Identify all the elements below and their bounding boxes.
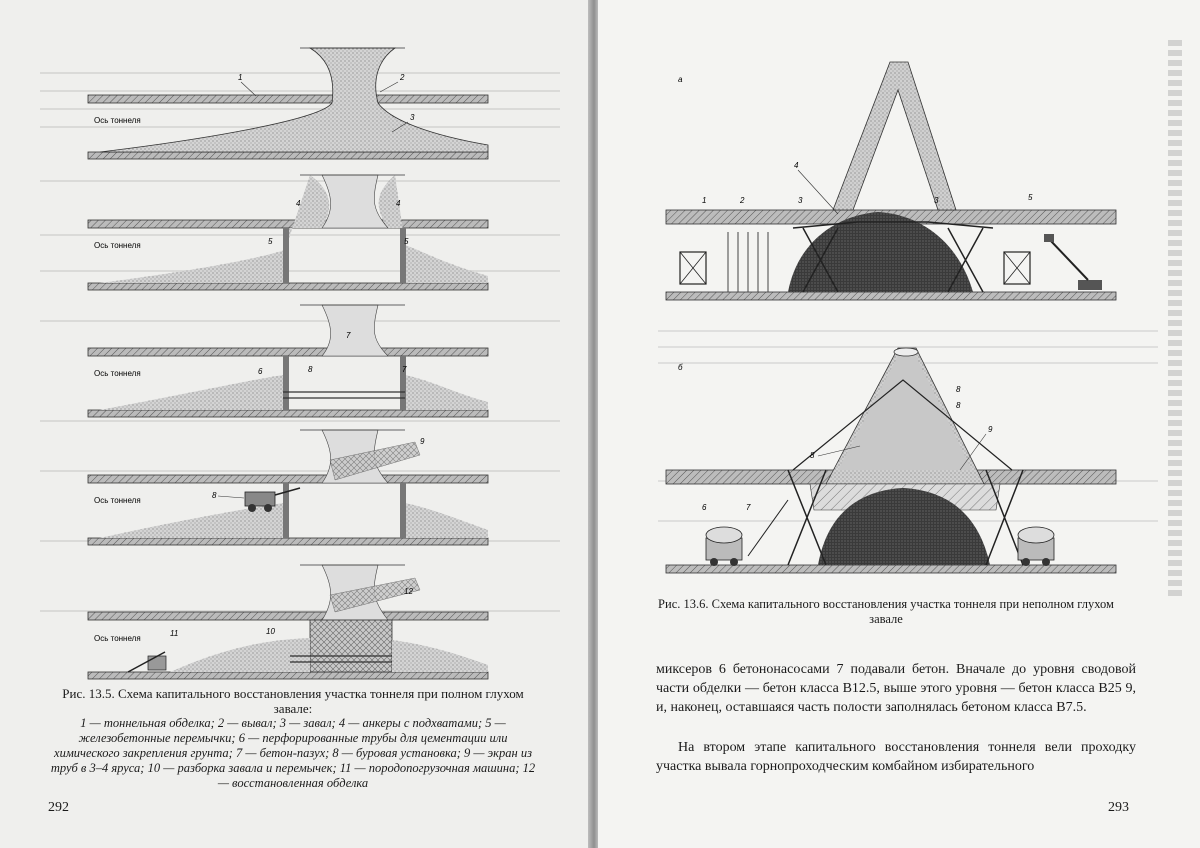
concrete-mixer-left <box>706 527 742 566</box>
callout-b9: 9 <box>988 425 993 434</box>
figure-13-5 <box>0 0 590 690</box>
left-page <box>0 0 590 848</box>
legend-item-12: 12 — восстановленная обделка <box>217 761 536 790</box>
callout-a5: 5 <box>1028 193 1033 202</box>
legend-item-8: 8 — буровая установка; <box>332 746 461 760</box>
callout-5: 5 <box>268 237 273 246</box>
callout-8b: 8 <box>212 491 217 500</box>
callout-a1: 1 <box>702 196 707 205</box>
stage-1 <box>88 48 488 159</box>
callout-b8: 8 <box>956 385 961 394</box>
callout-4b: 4 <box>396 199 401 208</box>
legend-item-9: 9 — экран из труб в 3–4 яруса; <box>50 746 532 775</box>
caption-title: Рис. 13.5. Схема капитального восстановления участка тоннеля при полном глухом завале: <box>62 686 524 716</box>
panel-a <box>666 62 1116 300</box>
panel-a-label: а <box>678 75 683 84</box>
callout-6: 6 <box>258 367 263 376</box>
callout-b8c: 8 <box>810 451 815 460</box>
legend-item-4: 4 — анкеры с подхватами; <box>338 716 483 730</box>
figure-caption-right: Рис. 13.6. Схема капитального восстановления участка тоннеля при неполном глухом завале <box>658 597 1114 626</box>
stage-5 <box>88 565 488 679</box>
page-number-right: 293 <box>1108 800 1129 815</box>
callout-4: 4 <box>296 199 301 208</box>
paragraph-1: миксеров 6 бетононасосами 7 подавали бетон. Вначале до уровня сводовой части обделки — бетон класса В12.5, выше этого уровня — бетон класса В25 9, и, наконец, оставшаяся часть полости заполнялась бетоном класса В7.5. <box>656 662 1136 715</box>
legend-item-6: 6 — перфорированные трубы для цементации или химического закрепления грунта; <box>54 731 508 760</box>
callout-b7: 7 <box>746 503 751 512</box>
callout-2: 2 <box>400 73 405 82</box>
callout-b6: 6 <box>702 503 707 512</box>
callout-1: 1 <box>238 73 243 82</box>
page-number-left: 292 <box>48 800 69 815</box>
concrete-mixer-right <box>1018 527 1054 566</box>
legend-item-11: 11 — породопогрузочная машина; <box>339 761 520 775</box>
callout-a2: 2 <box>740 196 745 205</box>
legend-item-1: 1 — тоннельная обделка; <box>80 716 215 730</box>
panel-b-label: б <box>678 363 683 372</box>
stage-2 <box>88 175 488 290</box>
paragraph-2: На втором этапе капитального восстановления тоннеля вели проходку участка вывала горнопроходческим комбайном избирательного <box>656 740 1136 774</box>
page-edge-texture <box>1168 40 1182 600</box>
callout-12: 12 <box>404 587 413 596</box>
stage-3 <box>88 305 488 417</box>
legend-item-5: 5 — железобетонные перемычки; <box>78 716 506 745</box>
panel-b <box>666 348 1116 573</box>
callout-11: 11 <box>170 629 179 638</box>
legend-item-7: 7 — бетон-пазух; <box>235 746 330 760</box>
callout-a4: 4 <box>794 161 799 170</box>
tunnel-axis-label: Ось тоннеля <box>94 634 141 643</box>
legend-item-10: 10 — разборка завала и перемычек; <box>147 761 337 775</box>
callout-8: 8 <box>308 365 313 374</box>
legend <box>48 716 538 791</box>
tunnel-axis-label: Ось тоннеля <box>94 241 141 250</box>
callout-5b: 5 <box>404 237 409 246</box>
callout-a3: 3 <box>798 196 803 205</box>
callout-9: 9 <box>420 437 425 446</box>
legend-item-2: 2 — вывал; <box>217 716 277 730</box>
tunnel-axis-label: Ось тоннеля <box>94 496 141 505</box>
callout-10: 10 <box>266 627 275 636</box>
tunnel-axis-label: Ось тоннеля <box>94 369 141 378</box>
callout-b8b: 8 <box>956 401 961 410</box>
legend-item-3: 3 — завал; <box>279 716 336 730</box>
figure-13-6 <box>598 0 1198 600</box>
stage-4 <box>88 430 488 545</box>
callout-a3b: 3 <box>934 196 939 205</box>
figure-caption-left <box>48 686 538 791</box>
tunnel-axis-label: Ось тоннеля <box>94 116 141 125</box>
callout-7: 7 <box>346 331 351 340</box>
callout-3: 3 <box>410 113 415 122</box>
callout-7b: 7 <box>402 365 407 374</box>
